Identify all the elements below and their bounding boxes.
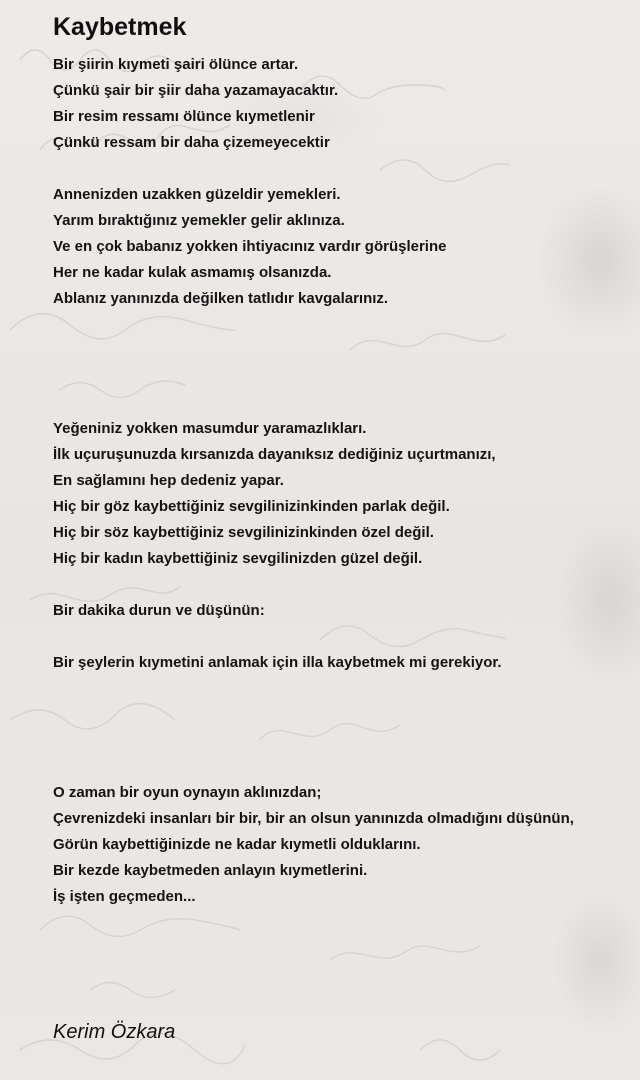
- poem-line: Görün kaybettiğinizde ne kadar kıymetli olduklarını.: [53, 836, 421, 853]
- poem-body: [53, 52, 633, 910]
- poem-line: Hiç bir göz kaybettiğiniz sevgilinizinkinden parlak değil.: [53, 498, 450, 515]
- poem-line: [53, 390, 633, 416]
- poem-line: Yarım bıraktığınız yemekler gelir aklınıza.: [53, 212, 345, 229]
- poem-line: [53, 572, 633, 598]
- poem-line: Annenizden uzakken güzeldir yemekleri.: [53, 186, 341, 203]
- poem-line: [53, 338, 633, 364]
- poem-line: Bir şeylerin kıymetini anlamak için illa kaybetmek mi gerekiyor.: [53, 654, 502, 671]
- poem-line: [53, 156, 633, 182]
- poem-line: Bir dakika durun ve düşünün:: [53, 602, 265, 619]
- poem-line: Yeğeniniz yokken masumdur yaramazlıkları.: [53, 420, 367, 437]
- poem-author: Kerim Özkara: [53, 1021, 176, 1043]
- poem-line: En sağlamını hep dedeniz yapar.: [53, 472, 284, 489]
- poem-line: [53, 676, 633, 702]
- poem-line: Çünkü ressam bir daha çizemeyecektir: [53, 134, 330, 151]
- poem-line: Bir resim ressamı ölünce kıymetlenir: [53, 108, 315, 125]
- poem-line: Ablanız yanınızda değilken tatlıdır kavgalarınız.: [53, 290, 389, 307]
- poem-line: [53, 728, 633, 754]
- poem-line: O zaman bir oyun oynayın aklınızdan;: [53, 784, 322, 801]
- poem-line: Bir şiirin kıymeti şairi ölünce artar.: [53, 56, 299, 73]
- poem-line: Her ne kadar kulak asmamış olsanızda.: [53, 264, 332, 281]
- poem-line: İlk uçuruşunuzda kırsanızda dayanıksız dediğiniz uçurtmanızı,: [53, 446, 496, 463]
- poem-line: [53, 624, 633, 650]
- poem-line: İş işten geçmeden...: [53, 888, 196, 905]
- poem-line: Çünkü şair bir şiir daha yazamayacaktır.: [53, 82, 339, 99]
- poem-line: [53, 754, 633, 780]
- poem-line: Hiç bir kadın kaybettiğiniz sevgilinizden güzel değil.: [53, 550, 423, 567]
- poem-line: Hiç bir söz kaybettiğiniz sevgilinizinkinden özel değil.: [53, 524, 434, 541]
- poem-line: [53, 702, 633, 728]
- poem-line: Bir kezde kaybetmeden anlayın kıymetlerini.: [53, 862, 368, 879]
- poem-line: [53, 364, 633, 390]
- poem-title: Kaybetmek: [53, 13, 187, 41]
- poem-line: Çevrenizdeki insanları bir bir, bir an olsun yanınızda olmadığını düşünün,: [53, 810, 574, 827]
- poem-line: [53, 312, 633, 338]
- poem-line: Ve en çok babanız yokken ihtiyacınız vardır görüşlerine: [53, 238, 447, 255]
